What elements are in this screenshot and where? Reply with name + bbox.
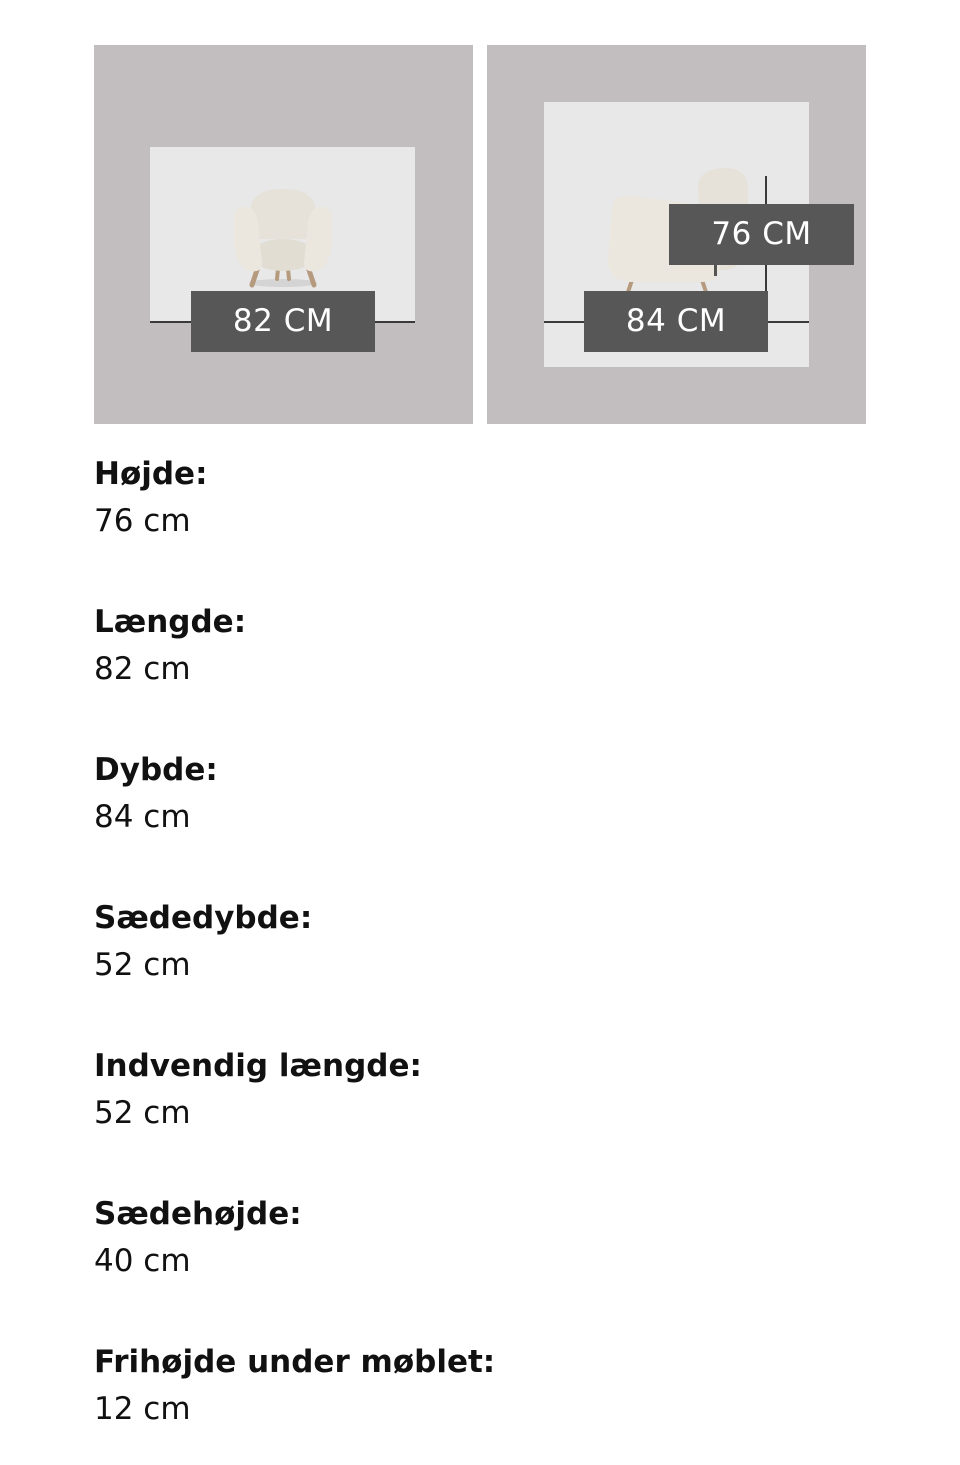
spec-label: Frihøjde under møblet: (94, 1344, 496, 1380)
spec-height (94, 452, 874, 600)
spec-label: Længde: (94, 604, 247, 640)
spec-seat-height (94, 1192, 874, 1340)
spec-inner-length (94, 1044, 874, 1192)
spec-value: 82 cm (94, 651, 191, 687)
spec-value: 52 cm (94, 947, 191, 983)
spec-seat-depth (94, 896, 874, 1044)
spec-label: Højde: (94, 456, 208, 492)
spec-label: Sædehøjde: (94, 1196, 302, 1232)
armchair-front-icon (228, 183, 338, 291)
dimension-images (94, 45, 866, 424)
spec-depth (94, 748, 874, 896)
width-dimension-label: 82 CM (191, 291, 375, 352)
side-dimension-card[interactable] (487, 45, 866, 424)
height-dimension-label: 76 CM (669, 204, 854, 265)
front-dimension-card[interactable] (94, 45, 473, 424)
spec-value: 84 cm (94, 799, 191, 835)
spec-value: 40 cm (94, 1243, 191, 1279)
depth-dimension-label: 84 CM (584, 291, 768, 352)
spec-floor-clearance (94, 1340, 874, 1465)
spec-value: 12 cm (94, 1391, 191, 1427)
spec-label: Indvendig længde: (94, 1048, 422, 1084)
spec-value: 52 cm (94, 1095, 191, 1131)
spec-value: 76 cm (94, 503, 191, 539)
spec-label: Dybde: (94, 752, 218, 788)
spec-label: Sædedybde: (94, 900, 313, 936)
specifications-list (94, 452, 874, 1465)
spec-length (94, 600, 874, 748)
